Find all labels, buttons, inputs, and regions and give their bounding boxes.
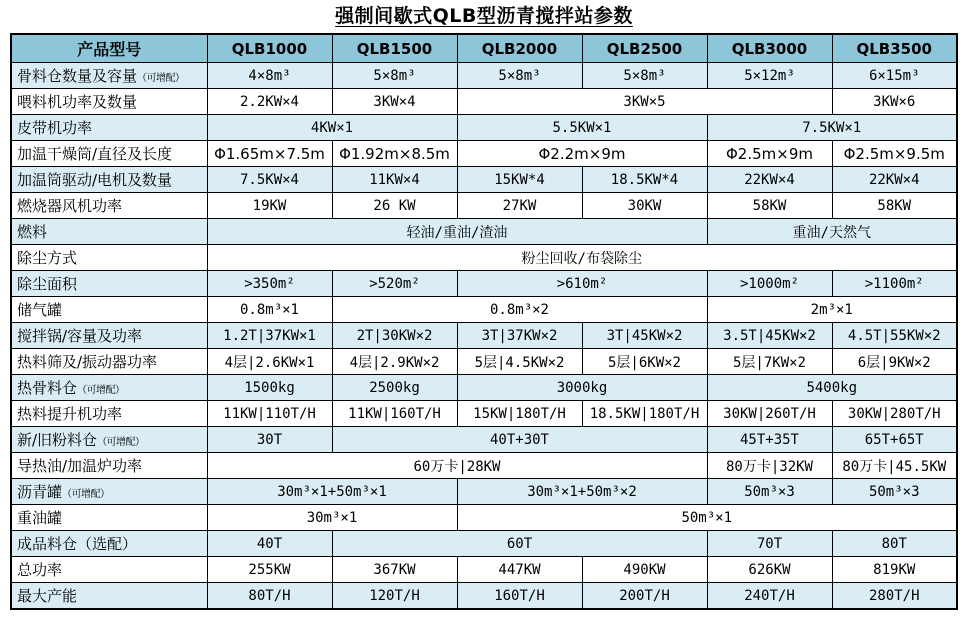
row-label: 燃烧器风机功率 — [11, 193, 207, 219]
value-cell: 30KW — [582, 193, 707, 219]
table-row — [11, 375, 957, 401]
row-label: 搅拌锅/容量及功率 — [11, 323, 207, 349]
value-cell: 7.5KW×1 — [707, 115, 957, 141]
row-label: 总功率 — [11, 557, 207, 583]
row-label: 骨料仓数量及容量（可增配） — [11, 63, 207, 89]
table-row — [11, 427, 957, 453]
value-cell: 5层|7KW×2 — [707, 349, 832, 375]
row-label: 除尘面积 — [11, 271, 207, 297]
table-row — [11, 89, 957, 115]
table-row — [11, 583, 957, 610]
table-row — [11, 141, 957, 167]
row-label: 重油罐 — [11, 505, 207, 531]
table-row — [11, 557, 957, 583]
value-cell: Φ2.2m×9m — [457, 141, 707, 167]
value-cell: >610m² — [457, 271, 707, 297]
value-cell: >1100m² — [832, 271, 957, 297]
value-cell: 819KW — [832, 557, 957, 583]
row-label: 新/旧粉料仓（可增配） — [11, 427, 207, 453]
row-label-note: （可增配） — [97, 437, 145, 448]
table-row — [11, 297, 957, 323]
value-cell: 1.2T|37KW×1 — [207, 323, 332, 349]
table-row — [11, 271, 957, 297]
row-label: 加温干燥筒/直径及长度 — [11, 141, 207, 167]
value-cell: >350m² — [207, 271, 332, 297]
value-cell: 30m³×1 — [207, 505, 457, 531]
value-cell: 58KW — [707, 193, 832, 219]
value-cell: 5×8m³ — [332, 63, 457, 89]
row-label-note: （可增配） — [137, 73, 185, 84]
value-cell: 60万卡|28KW — [207, 453, 707, 479]
value-cell: Φ2.5m×9m — [707, 141, 832, 167]
header-row — [11, 34, 957, 63]
value-cell: 40T — [207, 531, 332, 557]
row-label: 储气罐 — [11, 297, 207, 323]
value-cell: 2T|30KW×2 — [332, 323, 457, 349]
row-label: 热料提升机功率 — [11, 401, 207, 427]
row-label: 导热油/加温炉功率 — [11, 453, 207, 479]
row-label: 成品料仓（选配） — [11, 531, 207, 557]
value-cell: 11KW|160T/H — [332, 401, 457, 427]
row-label: 除尘方式 — [11, 245, 207, 271]
value-cell: 7.5KW×4 — [207, 167, 332, 193]
value-cell: 2m³×1 — [707, 297, 957, 323]
row-label: 最大产能 — [11, 583, 207, 610]
value-cell: 轻油/重油/渣油 — [207, 219, 707, 245]
value-cell: 3000kg — [457, 375, 707, 401]
spec-table-header — [11, 34, 957, 63]
value-cell: 200T/H — [582, 583, 707, 610]
value-cell: 5400kg — [707, 375, 957, 401]
value-cell: 280T/H — [832, 583, 957, 610]
value-cell: 5层|4.5KW×2 — [457, 349, 582, 375]
table-row — [11, 323, 957, 349]
value-cell: 0.8m³×1 — [207, 297, 332, 323]
table-row — [11, 63, 957, 89]
table-row — [11, 401, 957, 427]
value-cell: 5×8m³ — [457, 63, 582, 89]
value-cell: 5层|6KW×2 — [582, 349, 707, 375]
row-label: 喂料机功率及数量 — [11, 89, 207, 115]
value-cell: 120T/H — [332, 583, 457, 610]
table-row — [11, 245, 957, 271]
value-cell: 11KW×4 — [332, 167, 457, 193]
row-label: 热料筛及/振动器功率 — [11, 349, 207, 375]
table-row — [11, 115, 957, 141]
value-cell: 3KW×6 — [832, 89, 957, 115]
value-cell: 30m³×1+50m³×2 — [457, 479, 707, 505]
value-cell: 4层|2.9KW×2 — [332, 349, 457, 375]
table-row — [11, 505, 957, 531]
value-cell: 5.5KW×1 — [457, 115, 707, 141]
value-cell: 5×8m³ — [582, 63, 707, 89]
column-header-model: QLB2500 — [582, 34, 707, 63]
value-cell: 80T — [832, 531, 957, 557]
page-title: 强制间歇式QLB型沥青搅拌站参数 — [335, 5, 633, 27]
value-cell: 重油/天然气 — [707, 219, 957, 245]
spec-table — [10, 33, 958, 610]
value-cell: 30KW|280T/H — [832, 401, 957, 427]
value-cell: 26 KW — [332, 193, 457, 219]
value-cell: 4.5T|55KW×2 — [832, 323, 957, 349]
value-cell: 22KW×4 — [832, 167, 957, 193]
value-cell: 18.5KW*4 — [582, 167, 707, 193]
value-cell: 4×8m³ — [207, 63, 332, 89]
value-cell: 60T — [332, 531, 707, 557]
column-header-model: QLB2000 — [457, 34, 582, 63]
table-row — [11, 479, 957, 505]
value-cell: 15KW*4 — [457, 167, 582, 193]
value-cell: 6×15m³ — [832, 63, 957, 89]
value-cell: 50m³×1 — [457, 505, 957, 531]
value-cell: >520m² — [332, 271, 457, 297]
value-cell: 3KW×4 — [332, 89, 457, 115]
value-cell: 50m³×3 — [832, 479, 957, 505]
value-cell: 30KW|260T/H — [707, 401, 832, 427]
table-row — [11, 453, 957, 479]
row-label-note: （可增配） — [77, 385, 125, 396]
column-header-label: 产品型号 — [11, 34, 207, 63]
value-cell: 1500kg — [207, 375, 332, 401]
column-header-model: QLB3500 — [832, 34, 957, 63]
value-cell: 80T/H — [207, 583, 332, 610]
value-cell: 27KW — [457, 193, 582, 219]
value-cell: 240T/H — [707, 583, 832, 610]
value-cell: Φ2.5m×9.5m — [832, 141, 957, 167]
value-cell: 22KW×4 — [707, 167, 832, 193]
value-cell: 58KW — [832, 193, 957, 219]
value-cell: 80万卡|32KW — [707, 453, 832, 479]
table-row — [11, 349, 957, 375]
table-row — [11, 219, 957, 245]
row-label: 热骨料仓（可增配） — [11, 375, 207, 401]
value-cell: 626KW — [707, 557, 832, 583]
value-cell: 3T|45KW×2 — [582, 323, 707, 349]
value-cell: 45T+35T — [707, 427, 832, 453]
value-cell: 11KW|110T/H — [207, 401, 332, 427]
value-cell: 367KW — [332, 557, 457, 583]
value-cell: 4KW×1 — [207, 115, 457, 141]
value-cell: 0.8m³×2 — [332, 297, 707, 323]
row-label: 沥青罐（可增配） — [11, 479, 207, 505]
value-cell: 19KW — [207, 193, 332, 219]
value-cell: 粉尘回收/布袋除尘 — [207, 245, 957, 271]
value-cell: 490KW — [582, 557, 707, 583]
row-label-note: （可增配） — [62, 489, 110, 500]
value-cell: 40T+30T — [332, 427, 707, 453]
column-header-model: QLB3000 — [707, 34, 832, 63]
value-cell: 447KW — [457, 557, 582, 583]
value-cell: 5×12m³ — [707, 63, 832, 89]
value-cell: Φ1.92m×8.5m — [332, 141, 457, 167]
table-row — [11, 167, 957, 193]
value-cell: 30T — [207, 427, 332, 453]
value-cell: Φ1.65m×7.5m — [207, 141, 332, 167]
value-cell: 15KW|180T/H — [457, 401, 582, 427]
value-cell: 2500kg — [332, 375, 457, 401]
table-row — [11, 531, 957, 557]
value-cell: 4层|2.6KW×1 — [207, 349, 332, 375]
value-cell: 80万卡|45.5KW — [832, 453, 957, 479]
value-cell: 18.5KW|180T/H — [582, 401, 707, 427]
row-label: 皮带机功率 — [11, 115, 207, 141]
value-cell: 3KW×5 — [457, 89, 832, 115]
value-cell: 3.5T|45KW×2 — [707, 323, 832, 349]
value-cell: 65T+65T — [832, 427, 957, 453]
value-cell: 2.2KW×4 — [207, 89, 332, 115]
value-cell: >1000m² — [707, 271, 832, 297]
row-label: 加温筒驱动/电机及数量 — [11, 167, 207, 193]
column-header-model: QLB1000 — [207, 34, 332, 63]
value-cell: 6层|9KW×2 — [832, 349, 957, 375]
value-cell: 30m³×1+50m³×1 — [207, 479, 457, 505]
value-cell: 255KW — [207, 557, 332, 583]
value-cell: 3T|37KW×2 — [457, 323, 582, 349]
table-row — [11, 193, 957, 219]
spec-table-body — [11, 63, 957, 610]
value-cell: 160T/H — [457, 583, 582, 610]
column-header-model: QLB1500 — [332, 34, 457, 63]
row-label: 燃料 — [11, 219, 207, 245]
value-cell: 70T — [707, 531, 832, 557]
value-cell: 50m³×3 — [707, 479, 832, 505]
